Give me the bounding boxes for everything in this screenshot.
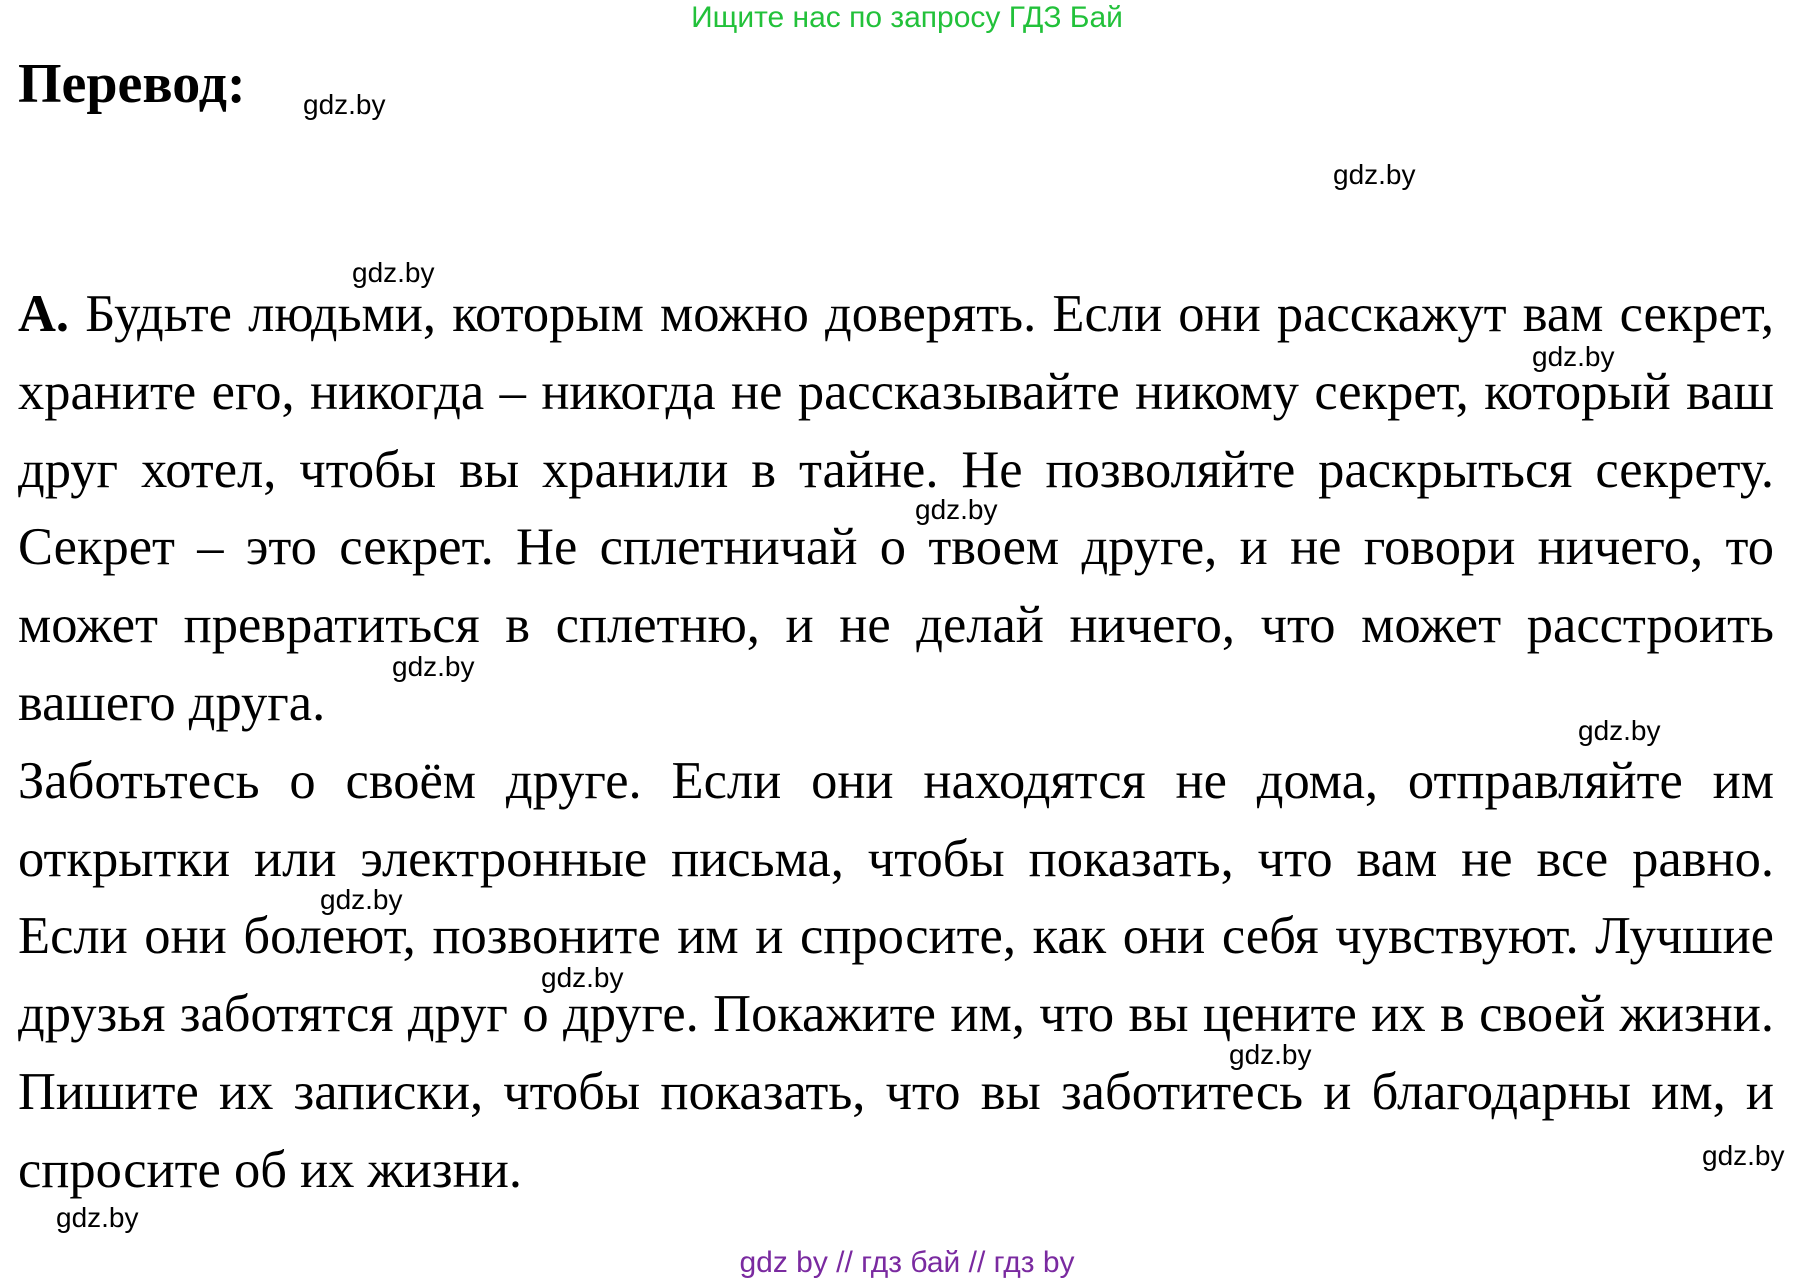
watermark: gdz.by <box>915 494 998 525</box>
watermark: gdz.by <box>303 89 386 120</box>
watermark: gdz.by <box>320 884 403 915</box>
watermark: gdz.by <box>1578 715 1661 746</box>
watermark: gdz.by <box>1333 159 1416 190</box>
footer-watermark: gdz by // гдз бай // гдз by <box>739 1246 1075 1279</box>
watermark: gdz.by <box>56 1202 139 1233</box>
page-title: Перевод: <box>18 53 246 115</box>
paragraph-a <box>18 276 1774 743</box>
watermark: gdz.by <box>392 651 475 682</box>
paragraph-a-text: Будьте людьми, которым можно доверять. Если они расскажут вам секрет, храните его, никогда – никогда не рассказывайте никому секрет, который ваш друг хотел, чтобы вы хранили в тайне. Не позволяйте раскрыться секрету. Секрет – это секрет. Не сплетничай о твоем друге, и не говори ничего, то может превратиться в сплетню, и не делай ничего, что может расстроить вашего друга. <box>18 285 1775 732</box>
translation-text <box>18 276 1774 1210</box>
watermark: gdz.by <box>352 257 435 288</box>
paragraph-label: A. <box>18 285 70 343</box>
watermark: gdz.by <box>541 962 624 993</box>
watermark: gdz.by <box>1532 341 1615 372</box>
watermark: gdz.by <box>1702 1140 1785 1171</box>
watermark: gdz.by <box>1229 1039 1312 1070</box>
top-banner: Ищите нас по запросу ГДЗ Бай <box>691 1 1123 34</box>
paragraph-b: Заботьтесь о своём друге. Если они находятся не дома, отправляйте им открытки или электронные письма, чтобы показать, что вам не все равно. Если они болеют, позвоните им и спросите, как они себя чувствуют. Лучшие друзья заботятся друг о друге. Покажите им, что вы цените их в своей жизни. Пишите их записки, чтобы показать, что вы заботитесь и благодарны им, и спросите об их жизни. <box>18 751 1774 1199</box>
